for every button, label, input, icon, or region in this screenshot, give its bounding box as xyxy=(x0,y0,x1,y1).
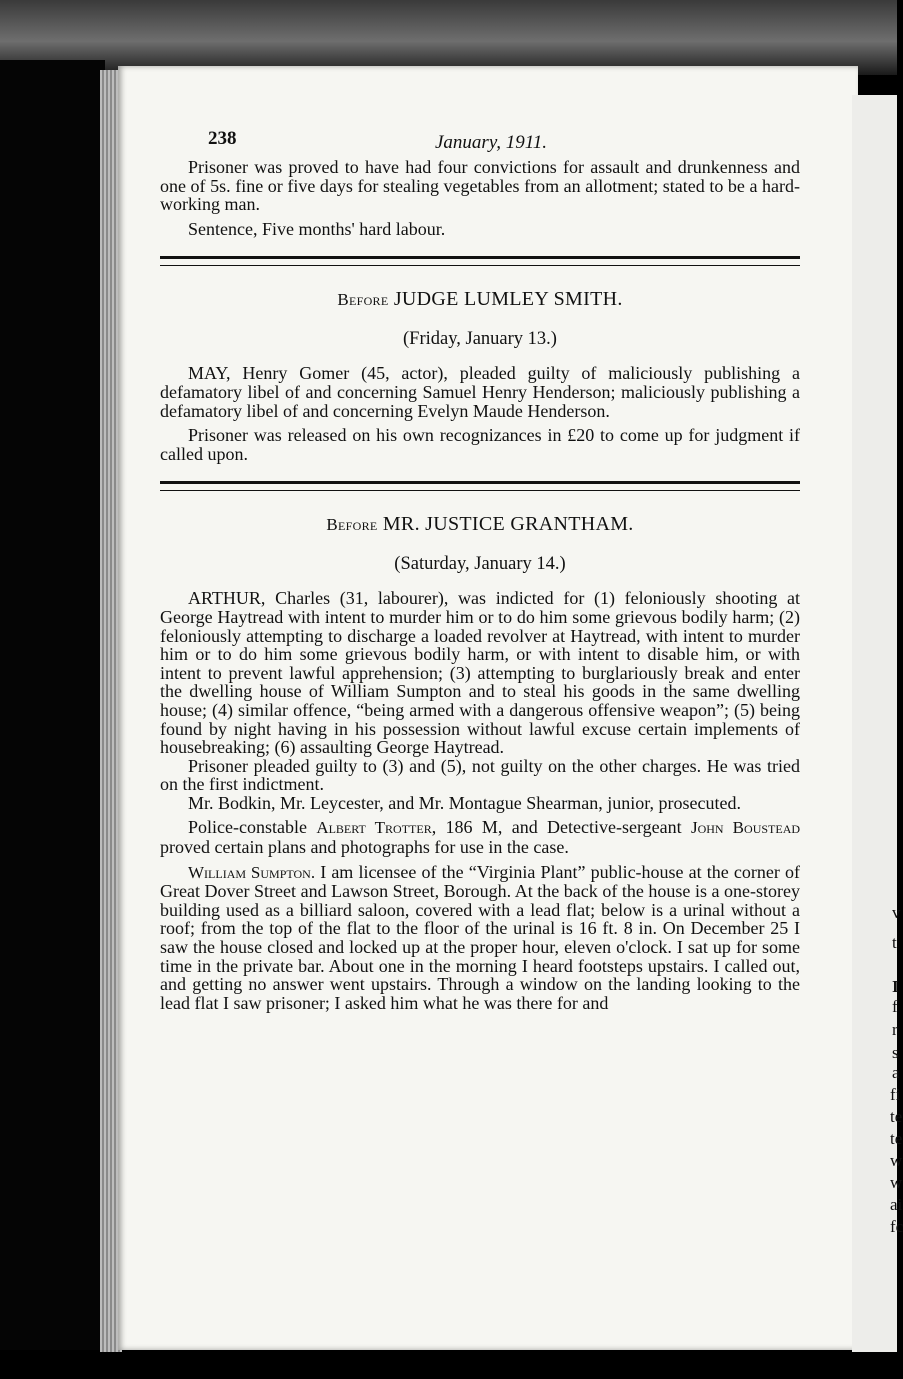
sentence-paragraph: Sentence, Five months' hard labour. xyxy=(188,218,446,239)
adjacent-page-fragment: w xyxy=(890,1151,903,1170)
section-divider-rule xyxy=(160,481,800,491)
running-header xyxy=(160,118,800,158)
session-date: (Saturday, January 14.) xyxy=(394,554,566,575)
before-prefix: Before xyxy=(326,515,378,535)
adjacent-page-fragment: fc xyxy=(890,1217,903,1236)
adjacent-page-strip xyxy=(852,95,903,1355)
scan-bottom-edge xyxy=(0,1352,897,1379)
judge-name: MR. JUSTICE GRANTHAM. xyxy=(382,513,634,536)
indictment-paragraph: ARTHUR, Charles (31, labourer), was indicted for (1) feloniously shooting at George Haytread with intent to murder him or to do him some grievous bodily harm; (2) feloniously attempting to discharge a loaded revolver at Haytread, with intent to murder him or to do him some grievous bodily harm, or with intent to disable him, or with intent to prevent lawful apprehension; (3) attempting to burglariously break and enter the dwelling house of William Sumpton and to steal his goods in the same dwelling house; (4) similar offence, “being armed with a dangerous offensive weapon”; (5) being found by night having in his possession without lawful excuse certain implements of housebreaking; (6) assaulting George Haytread. xyxy=(160,588,800,758)
court-heading xyxy=(160,288,800,311)
section-divider-rule xyxy=(160,256,800,266)
counsel-paragraph: Mr. Bodkin, Mr. Leycester, and Mr. Montague Shearman, junior, prosecuted. xyxy=(188,792,741,813)
witness-name: William Sumpton. xyxy=(188,862,316,882)
adjacent-page-fragment: te xyxy=(890,1107,903,1126)
judge-name: JUDGE LUMLEY SMITH. xyxy=(393,288,623,311)
adjacent-page-fragment: s xyxy=(892,1043,899,1062)
page-number: 238 xyxy=(208,128,237,149)
adjacent-page-fragment: ai xyxy=(890,1195,903,1214)
adjacent-page-fragment: w xyxy=(890,1173,903,1192)
adjacent-page-fragment: I xyxy=(892,977,899,996)
plea-paragraph: Prisoner pleaded guilty to (3) and (5), not guilty on the other charges. He was tried on the first indictment. xyxy=(160,755,800,795)
witness-name: Albert Trotter xyxy=(316,818,432,838)
session-date: (Friday, January 13.) xyxy=(403,329,557,350)
adjacent-page-fragment: te xyxy=(890,1129,903,1148)
sentence-paragraph: Prisoner was released on his own recognizances in £20 to come up for judgment if called upon. xyxy=(160,425,800,464)
adjacent-page-fragment: fi xyxy=(890,1085,901,1104)
adjacent-page-fragment: r xyxy=(892,1020,898,1039)
adjacent-page-fragment: f xyxy=(892,997,898,1016)
adjacent-page-fragment: t xyxy=(892,933,897,952)
witness-paragraph: Police-constable Albert Trotter, 186 M, and Detective-sergeant John Boustead proved certain plans and photographs for use in the case. xyxy=(160,817,801,858)
adjacent-page-fragment: v xyxy=(892,903,901,922)
case-paragraph: MAY, Henry Gomer (45, actor), pleaded guilty of maliciously publishing a defamatory libel of and concerning Samuel Henry Henderson; maliciously publishing a defamatory libel of and concerning Evelyn Maude Henderson. xyxy=(160,363,800,421)
adjacent-page-fragment: a xyxy=(892,1063,900,1082)
scan-top-edge xyxy=(0,0,897,75)
page-content xyxy=(160,118,800,1012)
paragraph: Prisoner was proved to have had four convictions for assault and drunkenness and one of 5s. fine or five days for stealing vegetables from an allotment; stated to be a hard-working man. xyxy=(160,157,800,215)
scan-left-shadow xyxy=(0,60,105,1350)
testimony-paragraph: William Sumpton. I am licensee of the “Virginia Plant” public-house at the corner of Great Dover Street and Lawson Street, Borough. At the back of the house is a one-storey building used as a billiard saloon, covered with a lead flat; below is a urinal without a roof; from the top of the flat to the floor of the urinal is 16 ft. 8 in. On December 25 I saw the house closed and locked up at the proper hour, eleven o'clock. I sat up for some time in the private bar. About one in the morning I heard footsteps upstairs. I called out, and getting no answer went upstairs. Through a window on the landing looking to the lead flat I saw prisoner; I asked him what he was there for and xyxy=(160,861,800,1013)
before-prefix: Before xyxy=(337,290,389,310)
court-heading xyxy=(160,513,800,536)
running-date-title: January, 1911. xyxy=(435,132,548,153)
witness-name: John Boustead xyxy=(690,818,801,838)
